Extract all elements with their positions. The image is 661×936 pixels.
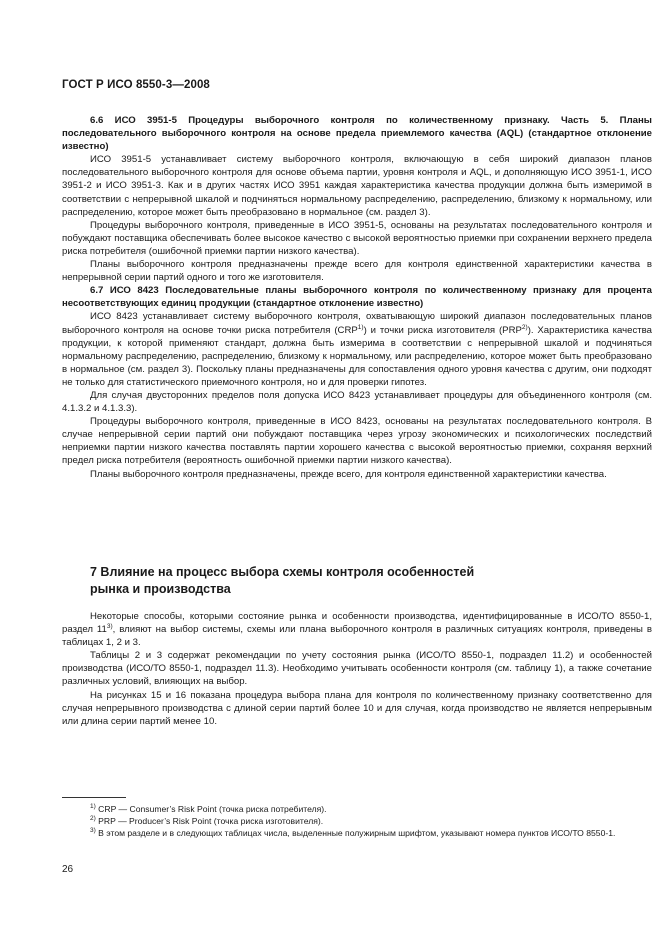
- footnote: [62, 803, 652, 815]
- text-run: ИСО 8423 устанавливает систему выборочного контроля, охватывающую широкий диапазон последовательных планов выборочного контроля на основе точки риска потребителя (CRP: [62, 311, 652, 336]
- footnote: [62, 827, 652, 839]
- footnote-text: В этом разделе и в следующих таблицах числа, выделенные полужирным шрифтом, указывают номера пунктов ИСО/ТО 8550-1.: [95, 828, 616, 839]
- page-number: 26: [62, 864, 74, 875]
- footnote-ref: 3): [106, 623, 113, 631]
- footnote-ref: 1): [357, 323, 364, 331]
- section-6-6-paragraph: Планы выборочного контроля предназначены прежде всего для контроля единственной характеристики качества в непрерывной серии партий одного и того же изготовителя.: [62, 259, 652, 284]
- section-6-6-paragraph: Процедуры выборочного контроля, приведенные в ИСО 3951-5, основаны на результатах последовательного контроля и побуждают поставщика обеспечивать более высокое качество с высокой вероятностью приемки при сохранении верхнего предела риска потребителя (ошибочной приемки партии низкого качества).: [62, 219, 652, 257]
- section-6-7-paragraph: Для случая двусторонних пределов поля допуска ИСО 8423 устанавливает процедуры для объединенного контроля (см. 4.1.3.2 и 4.1.3.3).: [62, 389, 652, 415]
- section-6-6-paragraph: ИСО 3951-5 устанавливает систему выборочного контроля, включающую в себя широкий диапазон планов последовательного выборочного контроля для основе объема партии, уровня контроля и AQL, и дополняющую ИСО 3951-1, ИСО 3951-2 и ИСО 3951-3. Как и в других частях ИСО 3951 каждая характеристика качества продукции должна быть измеримой в соответствии с непрерывной шкалой и подчиняться нормальному распределению, распределению, близкому к нормальному, или распределению, которое может быть преобразовано в нормальное (см. раздел 3).: [62, 154, 652, 218]
- footnote-text: CRP — Consumer’s Risk Point (точка риска потребителя).: [95, 804, 327, 814]
- text-run: ). Характеристика качества продукции, к которой применяют стандарт, должна быть измерима в соответствии с непрерывной шкалой и подчиняться нормальному распределению, распределению, близкому к нормальному, или распределению, которое может быть преобразовано в нормальное (см. раздел 3). Поскольку планы предназначены для сопоставления одного уровня качества с другим, они подходят не только для статистического приемочного контроля, но и для проверки гипотез.: [62, 324, 652, 388]
- section-7-title-line: рынка и производства: [90, 582, 231, 596]
- section-6-body: [62, 114, 652, 481]
- footnote-mark: 3): [90, 827, 96, 835]
- document-header: ГОСТ Р ИСО 8550-3—2008: [62, 79, 210, 91]
- section-7-paragraph: [62, 610, 652, 649]
- section-6-7-title: 6.7 ИСО 8423 Последовательные планы выборочного контроля по количественному признаку для процента несоответствующих единиц продукции (стандартное отклонение известно): [62, 285, 652, 310]
- section-6-7-paragraph: [62, 310, 652, 389]
- text-run: , влияют на выбор системы, схемы или плана выборочного контроля в различных ситуациях контроля, приведены в таблицах 1, 2 и 3.: [62, 624, 653, 649]
- footnote-divider: [62, 797, 126, 798]
- text-run: Некоторые способы, которыми состояние рынка и особенности производства, идентифицированные в ИСО/ТО 8550-1, раздел 11: [62, 611, 652, 636]
- footnote-mark: 1): [90, 803, 96, 810]
- footnote: [62, 815, 652, 827]
- footnotes: [62, 803, 652, 840]
- section-6-6-title: 6.6 ИСО 3951-5 Процедуры выборочного контроля по количественному признаку. Часть 5. Планы последовательного выборочного контроля на основе предела приемлемого качества (AQL) (стандартное отклонение известно): [62, 115, 652, 153]
- section-7-paragraph: Таблицы 2 и 3 содержат рекомендации по учету состояния рынка (ИСО/ТО 8550-1, подраздел 11.2) и особенностей производства (ИСО/ТО 8550-1, подраздел 11.3). Необходимо учитывать особенности контроля (см. таблицу 1), а также сочетание различных условий, влияющих на выбор.: [62, 650, 652, 688]
- footnote-text: PRP — Producer’s Risk Point (точка риска изготовителя).: [95, 816, 324, 827]
- section-6-7-paragraph: Планы выборочного контроля предназначены, прежде всего, для контроля единственной характеристики качества.: [90, 468, 607, 480]
- footnote-ref: 2): [521, 323, 528, 331]
- section-7-title: [90, 564, 630, 598]
- section-6-7-paragraph: Процедуры выборочного контроля, приведенные в ИСО 8423, основаны на результатах последовательного контроля. В случае непрерывной серии партий они побуждают поставщика через угрозу экономических и психологических последствий неприемки партии низкого качества поставлять партии хорошего качества с высокой вероятностью приемки, сохраняя верхний предел риска потребителя (вероятность ошибочной приемки партии низкого качества).: [62, 416, 652, 467]
- text-run: ) и точки риска изготовителя (PRP: [363, 324, 522, 336]
- section-7-title-line: 7 Влияние на процесс выбора схемы контроля особенностей: [90, 565, 475, 579]
- section-7-paragraph: На рисунках 15 и 16 показана процедура выбора плана для контроля по количественному признаку соответственно для случая непрерывного производства с длиной серии партий более 10 и для случая, когда производство не является непрерывным или длина серии партий менее 10.: [62, 689, 652, 727]
- footnote-mark: 2): [90, 815, 96, 823]
- section-7-body: [62, 610, 652, 728]
